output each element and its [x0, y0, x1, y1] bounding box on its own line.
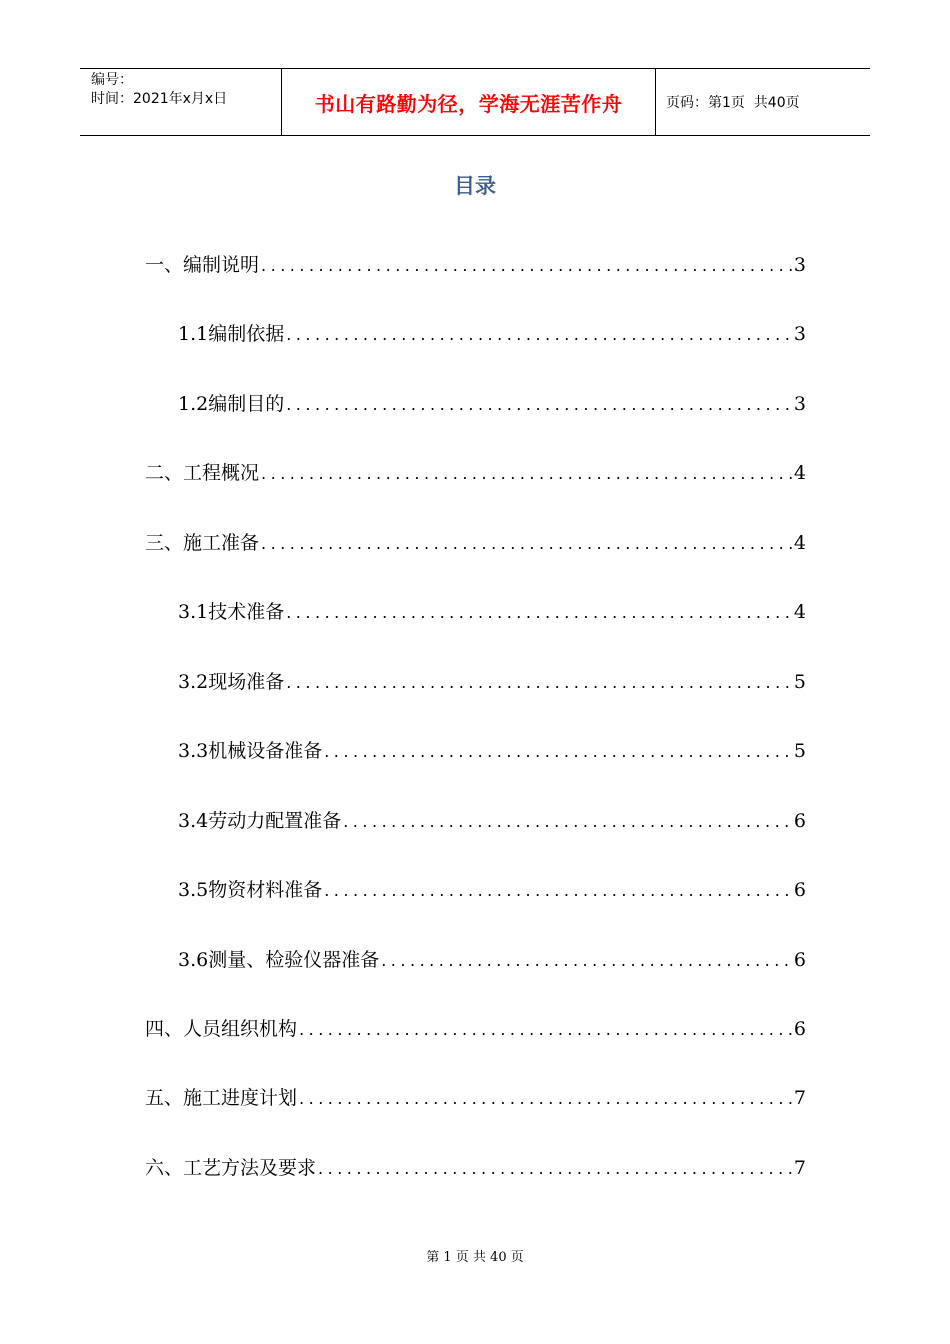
toc-entry-page: 6 [793, 810, 806, 832]
toc-leader-dots [261, 459, 792, 489]
document-time-label: 时间：2021年x月x日 [91, 91, 228, 107]
toc-entry-label: 3.6测量、检验仪器准备 [178, 949, 380, 971]
toc-leader-dots [261, 251, 792, 281]
toc-entry[interactable] [145, 458, 806, 488]
toc-entry-label: 3.2现场准备 [178, 671, 285, 693]
toc-leader-dots [286, 598, 792, 628]
toc-entry-page: 6 [793, 949, 806, 971]
toc-title: 目录 [454, 174, 496, 198]
toc-entry-page: 4 [793, 601, 806, 623]
header-meta [80, 69, 282, 135]
toc-entry-label: 三、施工准备 [145, 532, 260, 554]
toc-entry-page: 7 [793, 1157, 806, 1179]
toc-entry[interactable] [145, 528, 806, 558]
document-number-label: 编号： [91, 72, 133, 88]
toc-entry[interactable] [178, 389, 806, 419]
toc-entry[interactable] [178, 597, 806, 627]
toc-entry-page: 6 [793, 1018, 806, 1040]
toc-entry[interactable] [145, 250, 806, 280]
toc-entry[interactable] [178, 806, 806, 836]
toc-leader-dots [381, 946, 792, 976]
toc-leader-dots [299, 1084, 792, 1114]
toc-leader-dots [299, 1015, 792, 1045]
toc-entry-page: 3 [793, 323, 806, 345]
header-motto-cell [282, 69, 656, 135]
toc-entry-page: 6 [793, 879, 806, 901]
toc-entry-label: 3.4劳动力配置准备 [178, 810, 342, 832]
toc-entry-page: 7 [793, 1087, 806, 1109]
toc-leader-dots [318, 1154, 792, 1184]
toc-entry-label: 1.1编制依据 [178, 323, 285, 345]
toc-entry-label: 3.5物资材料准备 [178, 879, 323, 901]
toc-entry-page: 3 [793, 254, 806, 276]
toc-leader-dots [324, 876, 792, 906]
toc-entry-label: 3.1技术准备 [178, 601, 285, 623]
toc-entry[interactable] [178, 319, 806, 349]
toc-leader-dots [261, 529, 792, 559]
toc-leader-dots [286, 668, 792, 698]
toc-entry-page: 4 [793, 462, 806, 484]
toc-entry-page: 5 [793, 671, 806, 693]
toc-entry[interactable] [178, 875, 806, 905]
toc-entry-page: 4 [793, 532, 806, 554]
header-page-info-cell [656, 69, 870, 135]
toc-entry[interactable] [178, 945, 806, 975]
toc-entry-label: 六、工艺方法及要求 [145, 1157, 317, 1179]
toc-entry-label: 一、编制说明 [145, 254, 260, 276]
toc-entry-page: 3 [793, 393, 806, 415]
toc-entry-label: 五、施工进度计划 [145, 1087, 298, 1109]
toc-entry[interactable] [178, 667, 806, 697]
header-motto: 书山有路勤为径，学海无涯苦作舟 [314, 91, 623, 116]
toc-entry[interactable] [178, 736, 806, 766]
toc-entry-label: 四、人员组织机构 [145, 1018, 298, 1040]
toc-leader-dots [343, 807, 792, 837]
toc-entry-label: 1.2编制目的 [178, 393, 285, 415]
toc-entry[interactable] [145, 1083, 806, 1113]
toc-entry[interactable] [145, 1153, 806, 1183]
toc-leader-dots [286, 390, 792, 420]
toc-entry-page: 5 [793, 740, 806, 762]
toc-entry-label: 二、工程概况 [145, 462, 260, 484]
footer-page-number: 第 1 页 共 40 页 [426, 1250, 524, 1265]
toc-entry[interactable] [145, 1014, 806, 1044]
toc-leader-dots [324, 737, 792, 767]
header-page-info: 页码：第1页 共40页 [666, 95, 800, 111]
toc-entry-label: 3.3机械设备准备 [178, 740, 323, 762]
toc-leader-dots [286, 320, 792, 350]
page-footer [0, 1246, 950, 1265]
page-header [80, 68, 870, 136]
